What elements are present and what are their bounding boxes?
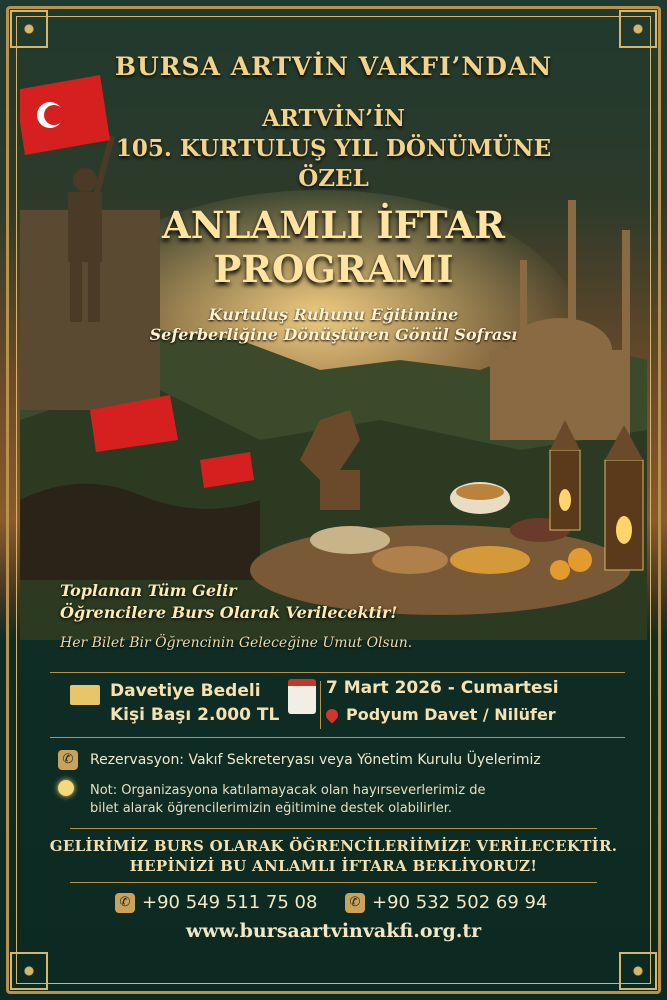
income-line: Öğrencilere Burs Olarak Verilecektir! xyxy=(60,603,398,622)
note-text xyxy=(90,782,485,818)
location-pin-icon xyxy=(324,707,341,724)
closing-message xyxy=(0,836,667,876)
heading-line: 105. KURTULUŞ YIL DÖNÜMÜNE xyxy=(115,135,552,162)
main-title-line: ANLAMLI İFTAR xyxy=(162,203,505,247)
main-title-line: PROGRAMI xyxy=(213,247,454,291)
phone-number-2[interactable]: +90 532 502 69 94 xyxy=(372,892,548,913)
phone-icon: ✆ xyxy=(58,750,78,770)
note-line: bilet alarak öğrencilerimizin eğitimine destek olabilirler. xyxy=(90,801,452,816)
closing-line: HEPİNİZİ BU ANLAMLI İFTARA BEKLİYORUZ! xyxy=(129,857,538,875)
divider xyxy=(70,828,597,829)
phone-icon: ✆ xyxy=(345,893,365,913)
corner-ornament xyxy=(619,952,657,990)
income-statement xyxy=(60,580,397,624)
phone-icon: ✆ xyxy=(115,893,135,913)
note-line: Not: Organizasyona katılamayacak olan hayırseverlerimiz de xyxy=(90,783,486,798)
event-date: 7 Mart 2026 - Cumartesi xyxy=(326,678,559,698)
heading-line: ÖZEL xyxy=(298,165,369,192)
event-location: Podyum Davet / Nilüfer xyxy=(346,705,556,724)
subtitle-line: Kurtuluş Ruhunu Eğitimine xyxy=(208,305,459,324)
main-title xyxy=(0,203,667,291)
divider xyxy=(320,681,321,729)
ticket-icon xyxy=(70,685,100,705)
event-heading xyxy=(0,104,667,194)
fee-value: Kişi Başı 2.000 TL xyxy=(110,705,280,725)
divider xyxy=(70,882,597,883)
website-link[interactable]: www.bursaartvinvakfi.org.tr xyxy=(185,920,482,942)
fee-block xyxy=(110,679,279,727)
subtitle-line: Seferberliğine Dönüştüren Gönül Sofrası xyxy=(149,325,518,344)
subtitle xyxy=(0,305,667,345)
event-info xyxy=(50,672,625,738)
lightbulb-icon xyxy=(58,780,74,796)
reservation-text: Rezervasyon: Vakıf Sekreteryası veya Yönetim Kurulu Üyelerimiz xyxy=(90,752,541,768)
heading-line: ARTVİN’İN xyxy=(261,105,406,132)
corner-ornament xyxy=(10,952,48,990)
income-line: Toplanan Tüm Gelir xyxy=(60,581,237,600)
fee-label: Davetiye Bedeli xyxy=(110,681,261,701)
calendar-icon xyxy=(288,679,316,714)
foundation-title: BURSA ARTVİN VAKFI’NDAN xyxy=(114,52,553,81)
closing-line: GELİRİMİZ BURS OLARAK ÖĞRENCİLERİİMİZE VERİLECEKTİR. xyxy=(49,837,618,855)
hope-line: Her Bilet Bir Öğrencinin Geleceğine Umut Olsun. xyxy=(60,635,413,651)
phone-number-1[interactable]: +90 549 511 75 08 xyxy=(142,892,318,913)
